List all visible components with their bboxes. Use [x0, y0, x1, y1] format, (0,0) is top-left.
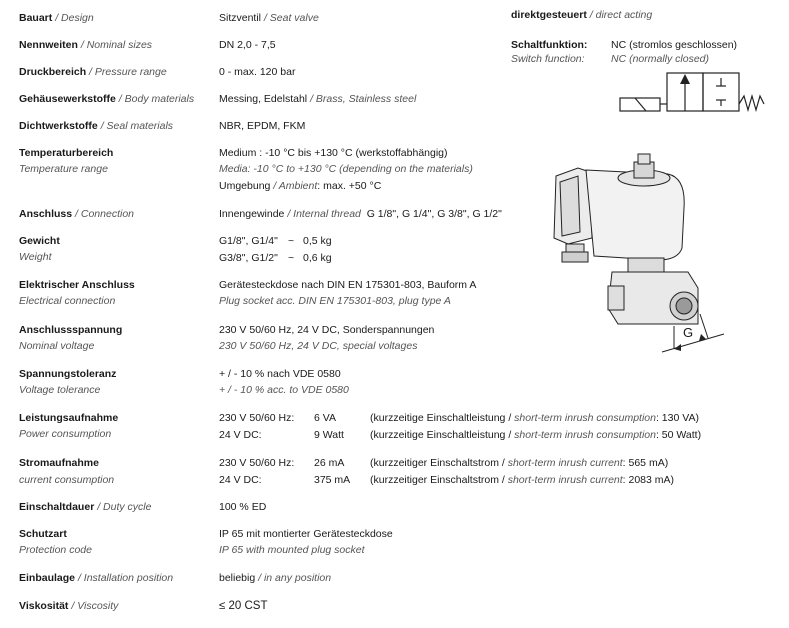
- value-weight-1-sep: ~: [288, 235, 295, 247]
- label-electrical: Elektrischer Anschluss: [19, 279, 135, 291]
- value-current-1-label: 230 V 50/60 Hz:: [219, 457, 295, 469]
- value-seal: NBR, EPDM, FKM: [219, 120, 306, 132]
- plug-socket-face: [560, 176, 580, 236]
- value-weight-2: 0,6 kg: [303, 252, 332, 264]
- value-weight-2-sizes: G3/8", G1/2": [219, 252, 278, 264]
- dimension-arrow-left: [674, 344, 681, 351]
- value-power-2: 9 Watt: [314, 429, 344, 441]
- label-protection: Schutzart: [19, 528, 67, 540]
- label-design: Bauart / Design: [19, 12, 94, 24]
- spring-symbol: [739, 96, 764, 110]
- outlet-bore: [676, 298, 692, 314]
- function-label: Schaltfunktion:: [511, 39, 588, 51]
- value-current-1-note: (kurzzeitiger Einschaltstrom / short-term inrush current: 565 mA): [370, 457, 669, 469]
- function-value: NC (stromlos geschlossen): [611, 39, 738, 51]
- value-current-2: 375 mA: [314, 474, 351, 486]
- inlet-port: [608, 286, 624, 310]
- label-current: Stromaufnahme: [19, 457, 99, 469]
- value-current-1: 26 mA: [314, 457, 345, 469]
- solenoid-valve-drawing: [548, 148, 728, 358]
- value-power-1-note: (kurzzeitige Einschaltleistung / short-term inrush consumption: 130 VA): [370, 412, 699, 424]
- value-protection: IP 65 mit montierter Gerätesteckdose: [219, 528, 393, 540]
- value-power-1-label: 230 V 50/60 Hz:: [219, 412, 295, 424]
- label-tolerance: Spannungstoleranz: [19, 368, 117, 380]
- label-pressure: Druckbereich / Pressure range: [19, 66, 167, 78]
- label-installation: Einbaulage / Installation position: [19, 572, 174, 584]
- top-stud: [638, 154, 650, 164]
- value-tolerance-en: + / - 10 % acc. to VDE 0580: [219, 384, 349, 396]
- value-protection-en: IP 65 with mounted plug socket: [219, 544, 365, 556]
- label-electrical-en: Electrical connection: [19, 295, 116, 307]
- label-seal: Dichtwerkstoffe / Seal materials: [19, 120, 174, 132]
- label-voltage: Anschlussspannung: [19, 324, 123, 336]
- label-voltage-en: Nominal voltage: [19, 340, 95, 352]
- function-label-en: Switch function:: [511, 53, 585, 65]
- label-protection-en: Protection code: [19, 544, 92, 556]
- value-power-2-note: (kurzzeitige Einschaltleistung / short-term inrush consumption: 50 Watt): [370, 429, 702, 441]
- label-weight: Gewicht: [19, 235, 60, 247]
- solenoid-diagonal: [635, 98, 646, 111]
- value-electrical: Gerätesteckdose nach DIN EN 175301-803, Bauform A: [219, 279, 477, 291]
- label-duty: Einschaltdauer / Duty cycle: [19, 501, 152, 513]
- value-installation: beliebig / in any position: [219, 572, 332, 584]
- function-value-en: NC (normally closed): [611, 53, 710, 65]
- label-current-en: current consumption: [19, 474, 115, 486]
- flow-arrow-head: [680, 74, 690, 84]
- value-temperature-ambient: Umgebung / Ambient: max. +50 °C: [219, 180, 382, 192]
- value-voltage-en: 230 V 50/60 Hz, 24 V DC, special voltages: [219, 340, 418, 352]
- value-power-2-label: 24 V DC:: [219, 429, 262, 441]
- value-tolerance: + / - 10 % nach VDE 0580: [219, 368, 341, 380]
- label-body: Gehäusewerkstoffe / Body materials: [19, 93, 195, 105]
- value-temperature-medium-en: Media: -10 °C to +130 °C (depending on the materials): [219, 163, 473, 175]
- value-electrical-en: Plug socket acc. DIN EN 175301-803, plug type A: [219, 295, 451, 307]
- value-voltage: 230 V 50/60 Hz, 24 V DC, Sonderspannungen: [219, 324, 435, 336]
- value-viscosity: ≤ 20 CST: [219, 600, 268, 612]
- label-power: Leistungsaufnahme: [19, 412, 119, 424]
- value-current-2-label: 24 V DC:: [219, 474, 262, 486]
- value-weight-1-sizes: G1/8", G1/4": [219, 235, 278, 247]
- bonnet: [628, 258, 664, 272]
- value-connection: Innengewinde / Internal thread G 1/8", G 1/4", G 3/8", G 1/2": [219, 208, 502, 220]
- label-connection: Anschluss / Connection: [19, 208, 134, 220]
- value-current-2-note: (kurzzeitiger Einschaltstrom / short-term inrush current: 2083 mA): [370, 474, 675, 486]
- cable-gland: [566, 244, 584, 252]
- label-viscosity: Viskosität / Viscosity: [19, 600, 119, 612]
- value-duty: 100 % ED: [219, 501, 267, 513]
- value-design: Sitzventil / Seat valve: [219, 12, 319, 24]
- label-temperature-en: Temperature range: [19, 163, 108, 175]
- value-weight-2-sep: ~: [288, 252, 295, 264]
- label-nominal-size: Nennweiten / Nominal sizes: [19, 39, 153, 51]
- value-weight-1: 0,5 kg: [303, 235, 332, 247]
- label-power-en: Power consumption: [19, 428, 112, 440]
- cable-nut: [562, 252, 588, 262]
- value-pressure: 0 - max. 120 bar: [219, 66, 296, 78]
- value-power-1: 6 VA: [314, 412, 336, 424]
- valve-symbol-diagram: [620, 70, 770, 118]
- acting-label: direktgesteuert / direct acting: [511, 9, 653, 21]
- value-nominal-size: DN 2,0 - 7,5: [219, 39, 276, 51]
- value-temperature-medium: Medium : -10 °C bis +130 °C (werkstoffabhängig): [219, 147, 448, 159]
- value-body: Messing, Edelstahl / Brass, Stainless steel: [219, 93, 417, 105]
- thread-label: G: [683, 325, 694, 340]
- label-temperature: Temperaturbereich: [19, 147, 114, 159]
- label-tolerance-en: Voltage tolerance: [19, 384, 101, 396]
- label-weight-en: Weight: [19, 251, 52, 263]
